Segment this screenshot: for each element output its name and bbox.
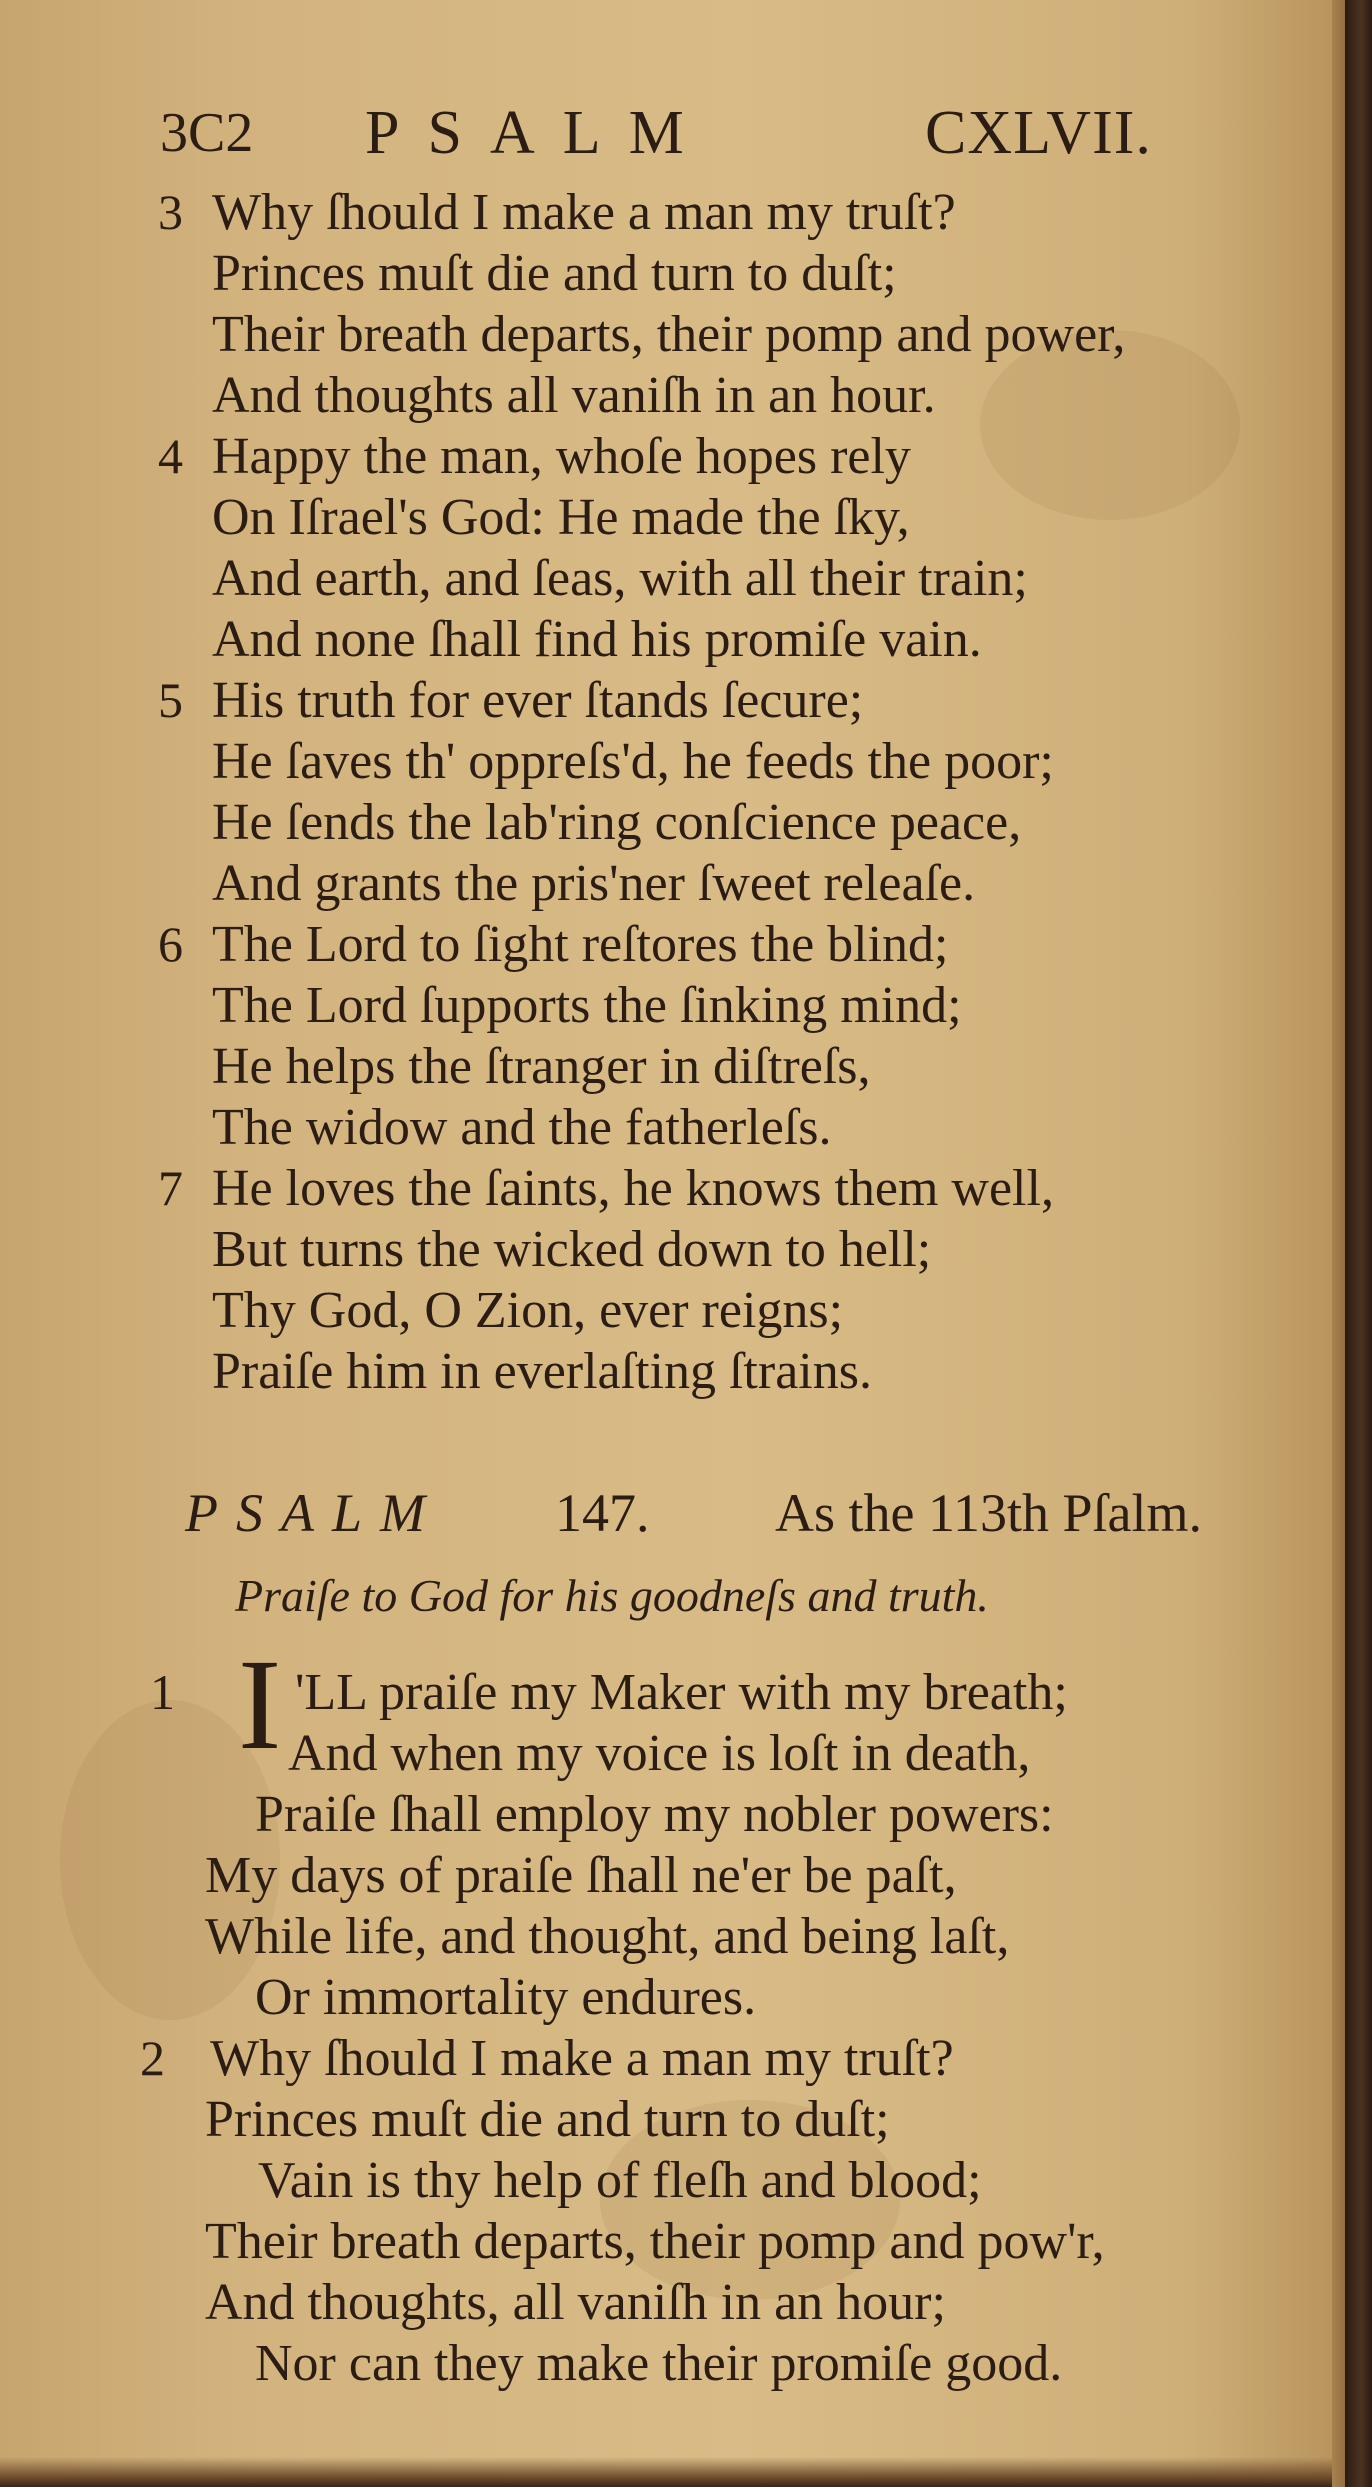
verse-line: 'LL praiſe my Maker with my breath; — [295, 1664, 1068, 1721]
verse-line: Their breath departs, their pomp and pow'r, — [205, 2213, 1105, 2270]
psalm-title-number: 147. — [555, 1483, 650, 1543]
verse-number: 3 — [158, 184, 183, 240]
psalm-title-word: PSALM — [185, 1483, 443, 1543]
verse-line: Praiſe ſhall employ my nobler powers: — [255, 1786, 1054, 1843]
verse-line: The Lord ſupports the ſinking mind; — [212, 977, 962, 1034]
psalm-title — [185, 1478, 1285, 1548]
verse-line: And earth, and ſeas, with all their train; — [212, 550, 1028, 607]
verse-line: On Iſrael's God: He made the ſky, — [212, 489, 910, 546]
verse-line: He loves the ſaints, he knows them well, — [212, 1160, 1054, 1217]
verse-line: And none ſhall find his promiſe vain. — [212, 611, 982, 668]
book-edge — [1345, 0, 1372, 2487]
verse-number: 5 — [158, 672, 183, 728]
verse-line: His truth for ever ſtands ſecure; — [212, 672, 864, 729]
verse-line: My days of praiſe ſhall ne'er be paſt, — [205, 1847, 957, 1904]
psalm-tune: As the 113th Pſalm. — [775, 1483, 1202, 1543]
verse-line: But turns the wicked down to hell; — [212, 1221, 932, 1278]
verse-line: Princes muſt die and turn to duſt; — [205, 2091, 890, 2148]
drop-cap: I — [238, 1633, 282, 1777]
verse-line: The widow and the fatherleſs. — [212, 1099, 832, 1156]
verse-number: 2 — [140, 2030, 165, 2086]
verse-line: The Lord to ſight reſtores the blind; — [212, 916, 949, 973]
verse-line: He helps the ſtranger in diſtreſs, — [212, 1038, 871, 1095]
page-number: 3C2 — [160, 102, 254, 164]
verse-line: And grants the pris'ner ſweet releaſe. — [212, 855, 976, 912]
verse-line: Nor can they make their promiſe good. — [255, 2335, 1063, 2392]
page-bottom-edge — [0, 2457, 1345, 2487]
verse-line: Why ſhould I make a man my truſt? — [210, 2030, 954, 2087]
verse-line: And thoughts, all vaniſh in an hour; — [205, 2274, 946, 2331]
verse-line: Praiſe him in everlaſting ſtrains. — [212, 1343, 872, 1400]
verse-line: Their breath departs, their pomp and power, — [212, 306, 1126, 363]
psalm-number: CXLVII. — [925, 99, 1152, 167]
verse-line: And when my voice is loſt in death, — [288, 1725, 1031, 1782]
verse-number: 4 — [158, 428, 183, 484]
verse-line: Thy God, O Zion, ever reigns; — [212, 1282, 844, 1339]
running-head: PSALM — [365, 99, 712, 167]
verse-line: While life, and thought, and being laſt, — [205, 1908, 1010, 1965]
verse-line: Happy the man, whoſe hopes rely — [212, 428, 911, 485]
verse-number: 7 — [158, 1160, 183, 1216]
verse-line: He ſaves th' oppreſs'd, he feeds the poor; — [212, 733, 1054, 790]
verse-line: And thoughts all vaniſh in an hour. — [212, 367, 936, 424]
verse-number: 1 — [150, 1664, 175, 1720]
verse-line: Why ſhould I make a man my truſt? — [212, 184, 956, 241]
psalm-subtitle: Praiſe to God for his goodneſs and truth. — [235, 1570, 989, 1621]
verse-number: 6 — [158, 916, 183, 972]
verse-line: Vain is thy help of fleſh and blood; — [258, 2152, 982, 2209]
verse-line: Princes muſt die and turn to duſt; — [212, 245, 897, 302]
page-header — [160, 88, 1195, 178]
verse-line: Or immortality endures. — [255, 1969, 757, 2026]
verse-line: He ſends the lab'ring conſcience peace, — [212, 794, 1022, 851]
